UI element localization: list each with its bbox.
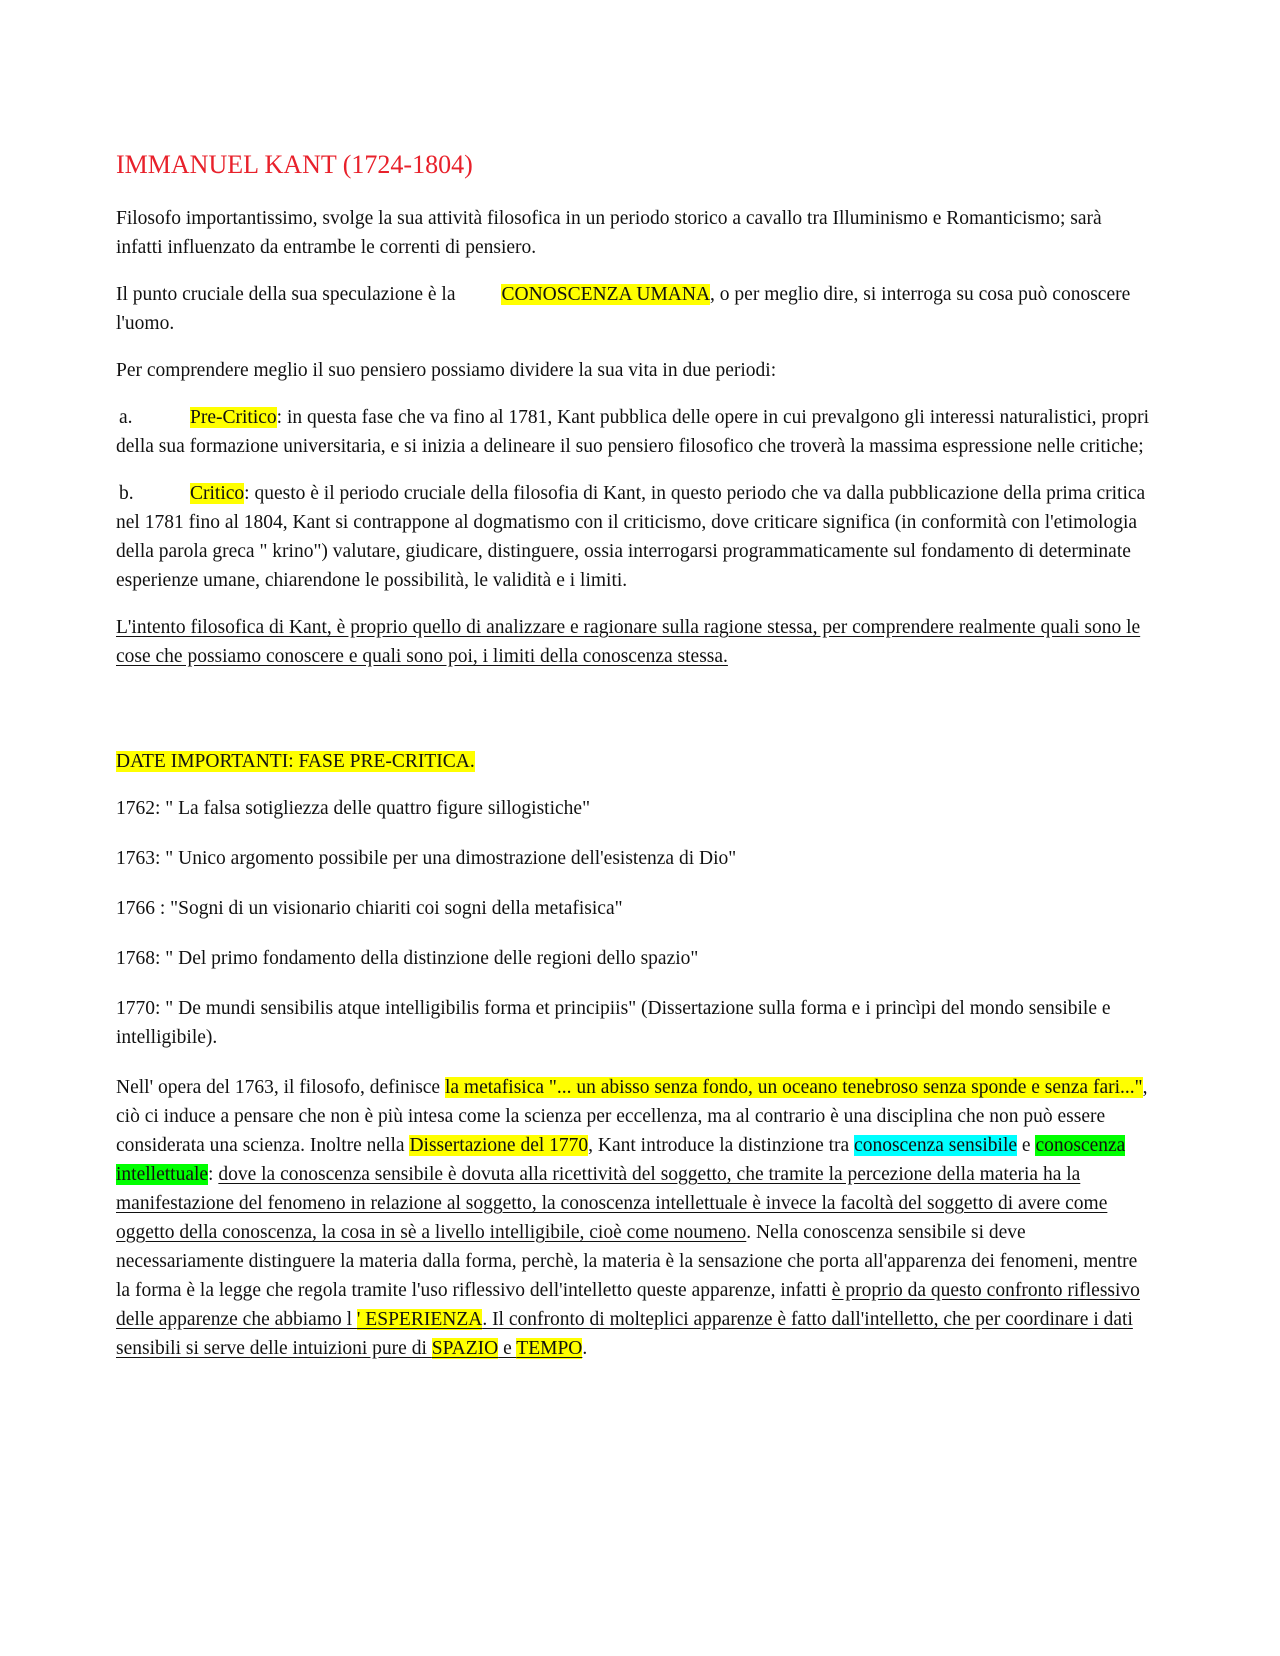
date-entry: 1763: " Unico argomento possibile per una dimostrazione dell'esistenza di Dio"	[116, 848, 737, 869]
highlight-esperienza: ' ESPERIENZA	[356, 1309, 483, 1330]
underlined-paragraph: L'intento filosofica di Kant, è proprio quello di analizzare e ragionare sulla ragione stessa, per comprendere realmente quali sono le cose che possiamo conoscere e quali sono poi, i limiti della conoscenza stessa.	[116, 617, 1141, 667]
underlined-run: dove la conoscenza sensibile è dovuta alla ricettività del soggetto, che tramite la percezione della materia ha la manifestazione del fenomeno in relazione al soggetto, la conoscenza intellettuale è invece la facoltà del soggetto di avere come oggetto della conoscenza, la cosa in sè a livello intelligibile, cioè come noumeno	[116, 1164, 1108, 1243]
highlight-metafisica: la metafisica "... un abisso senza fondo, un oceano tenebroso senza sponde e senza fari..."	[444, 1077, 1143, 1098]
dates-heading: DATE IMPORTANTI: FASE PRE-CRITICA.	[116, 751, 475, 772]
text-run: Nell' opera del 1763, il filosofo, definisce	[116, 1077, 445, 1098]
list-marker: b.	[119, 483, 134, 504]
highlight-conoscenza-intellettuale: conoscenza intellettuale	[116, 1135, 1126, 1185]
list-text: : in questa fase che va fino al 1781, Kant pubblica delle opere in cui prevalgono gli interessi naturalistici, propri della sua formazione universitaria, e si inizia a delineare il suo pensiero filosofico che troverà la massima espressione nelle critiche;	[116, 407, 1150, 457]
list-marker: a.	[119, 407, 133, 428]
list-item-pre-critico	[116, 403, 1151, 461]
date-entry: 1768: " Del primo fondamento della distinzione delle regioni dello spazio"	[116, 948, 699, 969]
document-body	[116, 138, 1151, 1381]
underlined-run: è proprio da questo confronto riflessivo delle apparenze che abbiamo l	[116, 1280, 1140, 1330]
spacer	[116, 689, 1151, 747]
highlight-dissertazione: Dissertazione del 1770	[409, 1135, 589, 1156]
text-run: e	[1017, 1135, 1036, 1156]
text-run: .	[582, 1338, 588, 1359]
paragraph-periodi: Per comprendere meglio il suo pensiero possiamo dividere la sua vita in due periodi:	[116, 360, 777, 381]
date-entry: 1770: " De mundi sensibilis atque intelligibilis forma et principiis" (Dissertazione sulla forma e i princìpi del mondo sensibile e intelligibile).	[116, 998, 1111, 1048]
date-entry: 1762: " La falsa sotigliezza delle quattro figure sillogistiche"	[116, 798, 591, 819]
date-entry: 1766 : "Sogni di un visionario chiariti coi sogni della metafisica"	[116, 898, 623, 919]
highlight-spazio: SPAZIO	[431, 1338, 499, 1359]
highlight-conoscenza-sensibile: conoscenza sensibile	[854, 1135, 1018, 1156]
list-item-critico	[116, 479, 1151, 595]
dates-list	[116, 794, 1151, 1052]
underlined-run: . Il confronto di molteplici apparenze è fatto dall'intelletto, che per coordinare i dati sensibili si serve delle intuizioni pure di	[116, 1309, 1133, 1359]
text-run: , ciò ci induce a pensare che non è più intesa come la scienza per eccellenza, ma al contrario è una disciplina che non può essere considerata una scienza. Inoltre nella	[116, 1077, 1148, 1156]
paragraph-conoscenza	[116, 280, 1151, 338]
dates-heading-wrap	[116, 747, 1151, 776]
paragraph-text: , o per meglio dire, si interroga su cosa può conoscere l'uomo.	[116, 284, 1131, 334]
highlight-tempo: TEMPO	[516, 1338, 583, 1359]
highlight-conoscenza-umana: CONOSCENZA UMANA	[501, 284, 711, 305]
list-text: : questo è il periodo cruciale della filosofia di Kant, in questo periodo che va dalla pubblicazione della prima critica nel 1781 fino al 1804, Kant si contrappone al dogmatismo con il criticismo, dove criticare significa (in conformità con l'etimologia della parola greca " krino") valutare, giudicare, distinguere, ossia interrogarsi programmaticamente sul fondamento di determinate esperienze umane, chiarendone le possibilità, le validità e i limiti.	[116, 483, 1146, 591]
intro-paragraph: Filosofo importantissimo, svolge la sua attività filosofica in un periodo storico a cavallo tra Illuminismo e Romanticismo; sarà infatti influenzato da entrambe le correnti di pensiero.	[116, 208, 1102, 258]
highlight-term: Pre-Critico	[190, 407, 277, 428]
text-run: . Nella conoscenza sensibile si deve necessariamente distinguere la materia dalla forma, perchè, la materia è la sensazione che porta all'apparenza dei fenomeni, mentre la forma è la legge che regola tramite l'uso riflessivo dell'intelletto queste apparenze, infatti	[116, 1222, 1138, 1301]
page-title: IMMANUEL KANT (1724-1804)	[116, 150, 473, 179]
highlight-term: Critico	[190, 483, 245, 504]
paragraph-text: Il punto cruciale della sua speculazione è la	[116, 284, 456, 305]
underlined-run: e	[498, 1338, 517, 1359]
text-run: , Kant introduce la distinzione tra	[588, 1135, 855, 1156]
final-paragraph	[116, 1073, 1151, 1363]
text-run: :	[208, 1164, 219, 1185]
